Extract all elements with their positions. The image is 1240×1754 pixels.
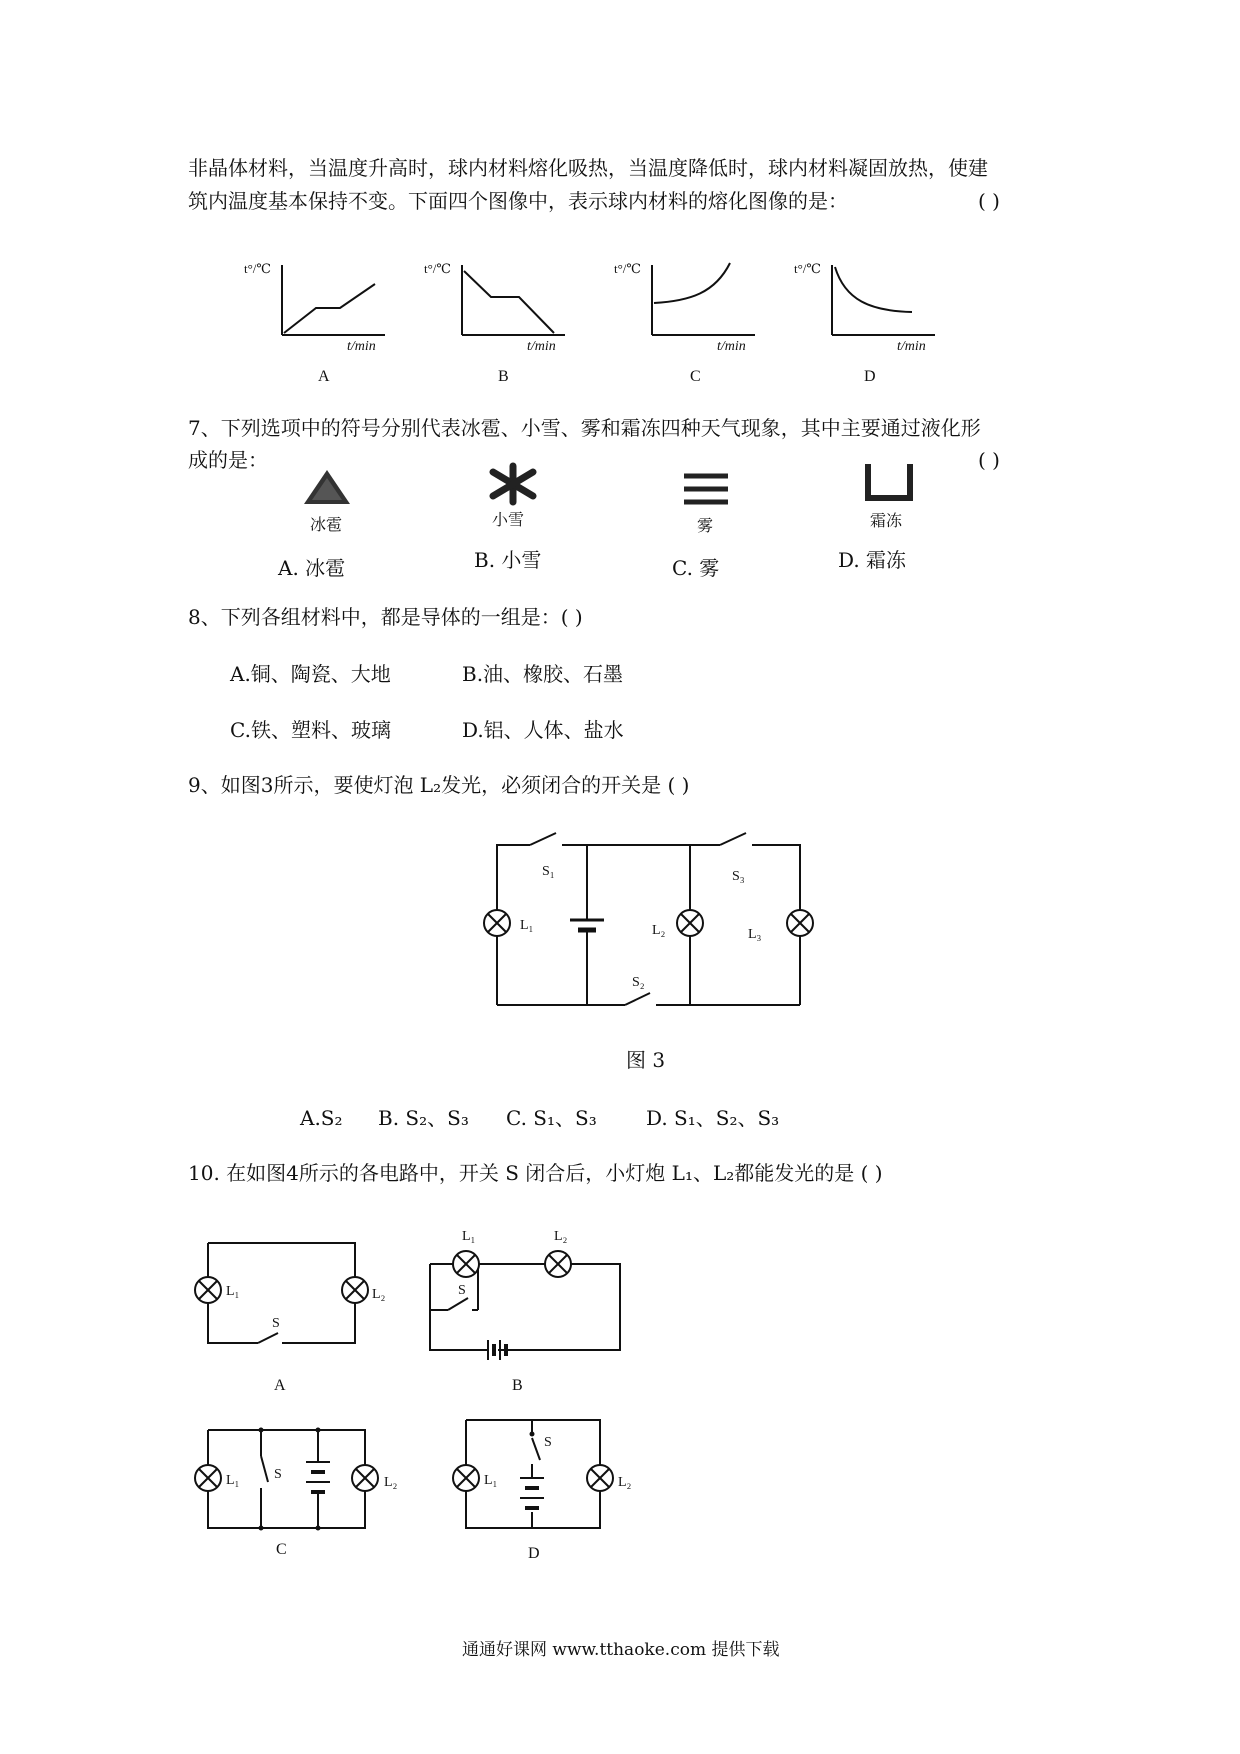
q10b-label-s: S <box>458 1283 466 1298</box>
q9-figure-caption: 图 3 <box>626 1048 666 1072</box>
q10-circuit-a-label: A <box>274 1377 286 1394</box>
q9-option-b: B. S₂、S₃ <box>378 1106 469 1130</box>
q8-option-b: B.油、橡胶、石墨 <box>462 662 624 686</box>
q9-label-l1: L₁ <box>520 918 534 933</box>
fog-symbol-label: 雾 <box>697 516 714 535</box>
q10d-label-l2: L₂ <box>618 1475 632 1490</box>
q10b-label-l2: L₂ <box>554 1229 568 1244</box>
q9-circuit-diagram <box>470 830 830 1010</box>
hail-symbol-icon <box>300 468 354 508</box>
q10c-label-l2: L₂ <box>384 1475 398 1490</box>
q10-circuit-d <box>450 1412 670 1562</box>
page-footer: 通通好课网 www.tthaoke.com 提供下载 <box>462 1640 780 1660</box>
q10-stem: 10. 在如图4所示的各电路中，开关 S 闭合后，小灯炮 L₁、L₂都能发光的是 ( ) <box>188 1161 883 1185</box>
snow-symbol-icon <box>484 462 542 506</box>
q9-option-a: A.S₂ <box>300 1106 343 1130</box>
frost-symbol-icon <box>862 462 916 504</box>
q9-option-c: C. S₁、S₃ <box>506 1106 597 1130</box>
q6-graph-d <box>794 255 950 385</box>
q6-graph-d-x-label: t/min <box>897 339 926 354</box>
q6-line-1: 非晶体材料，当温度升高时，球内材料熔化吸热，当温度降低时，球内材料凝固放热，使建 <box>188 156 988 180</box>
q9-label-s2: S₂ <box>632 975 645 990</box>
q9-stem: 9、如图3所示，要使灯泡 L₂发光，必须闭合的开关是 ( ) <box>188 773 690 797</box>
q7-option-b: B. 小雪 <box>474 548 542 572</box>
q10d-lamp-l1-icon <box>453 1465 479 1491</box>
q10-circuit-d-label: D <box>528 1545 540 1562</box>
q6-graph-a <box>244 255 400 385</box>
q6-line-2: 筑内温度基本保持不变。下面四个图像中，表示球内材料的熔化图像的是： <box>188 189 848 213</box>
q10a-lamp-l2-icon <box>342 1277 368 1303</box>
q8-option-c: C.铁、塑料、玻璃 <box>230 718 391 742</box>
lamp-l2-icon <box>677 910 703 936</box>
q6-graph-b-x-label: t/min <box>527 339 556 354</box>
q10b-label-l1: L₁ <box>462 1229 476 1244</box>
q10b-lamp-l1-icon <box>453 1251 479 1277</box>
q8-option-d: D.铝、人体、盐水 <box>462 718 624 742</box>
q6-answer-paren: ( ) <box>978 189 1000 213</box>
q7-line-1: 7、下列选项中的符号分别代表冰雹、小雪、雾和霜冻四种天气现象，其中主要通过液化形 <box>188 416 981 440</box>
lamp-l1-icon <box>484 910 510 936</box>
lamp-l3-icon <box>787 910 813 936</box>
q6-graph-c-label: C <box>690 368 701 385</box>
q10d-label-s: S <box>544 1435 552 1450</box>
q10a-lamp-l1-icon <box>195 1277 221 1303</box>
q6-graph-a-label: A <box>318 368 330 385</box>
q9-label-s1: S₁ <box>542 864 555 879</box>
q10d-label-l1: L₁ <box>484 1473 498 1488</box>
q10c-label-s: S <box>274 1467 282 1482</box>
q7-option-a: A. 冰雹 <box>278 556 346 580</box>
q6-graph-d-label: D <box>864 368 876 385</box>
q6-graph-c-x-label: t/min <box>717 339 746 354</box>
q7-line-2: 成的是： <box>188 448 268 472</box>
q10-circuit-c-label: C <box>276 1541 287 1558</box>
q10c-label-l1: L₁ <box>226 1473 240 1488</box>
q8-stem: 8、下列各组材料中，都是导体的一组是：( ) <box>188 605 583 629</box>
q10a-label-s: S <box>272 1316 280 1331</box>
q6-graph-c-y-label: t°/℃ <box>614 261 641 276</box>
q10-circuit-a <box>190 1235 410 1395</box>
q8-option-a: A.铜、陶瓷、大地 <box>230 662 391 686</box>
snow-symbol-label: 小雪 <box>492 510 525 529</box>
q10c-lamp-l1-icon <box>195 1465 221 1491</box>
q7-answer-paren: ( ) <box>978 448 1000 472</box>
q6-graph-a-x-label: t/min <box>347 339 376 354</box>
q10b-lamp-l2-icon <box>545 1251 571 1277</box>
q6-graph-c <box>614 255 770 385</box>
q6-graph-b <box>424 255 580 385</box>
q9-label-l3: L₃ <box>748 927 762 942</box>
q9-label-l2: L₂ <box>652 923 666 938</box>
q9-option-d: D. S₁、S₂、S₃ <box>646 1106 780 1130</box>
q10-circuit-c <box>190 1418 430 1558</box>
hail-symbol-label: 冰雹 <box>310 515 343 534</box>
q10-circuit-b <box>420 1222 640 1392</box>
q6-graph-b-y-label: t°/℃ <box>424 261 451 276</box>
q9-label-s3: S₃ <box>732 869 745 884</box>
frost-symbol-label: 霜冻 <box>870 511 903 530</box>
q10a-label-l2: L₂ <box>372 1287 386 1302</box>
fog-symbol-icon <box>680 470 732 510</box>
q7-option-c: C. 雾 <box>672 556 720 580</box>
q7-option-d: D. 霜冻 <box>838 548 907 572</box>
q10d-lamp-l2-icon <box>587 1465 613 1491</box>
q10a-label-l1: L₁ <box>226 1284 240 1299</box>
q10c-lamp-l2-icon <box>352 1465 378 1491</box>
q6-graph-a-y-label: t°/℃ <box>244 261 271 276</box>
q10-circuit-b-label: B <box>512 1377 523 1394</box>
q6-graph-b-label: B <box>498 368 509 385</box>
q6-graph-d-y-label: t°/℃ <box>794 261 821 276</box>
